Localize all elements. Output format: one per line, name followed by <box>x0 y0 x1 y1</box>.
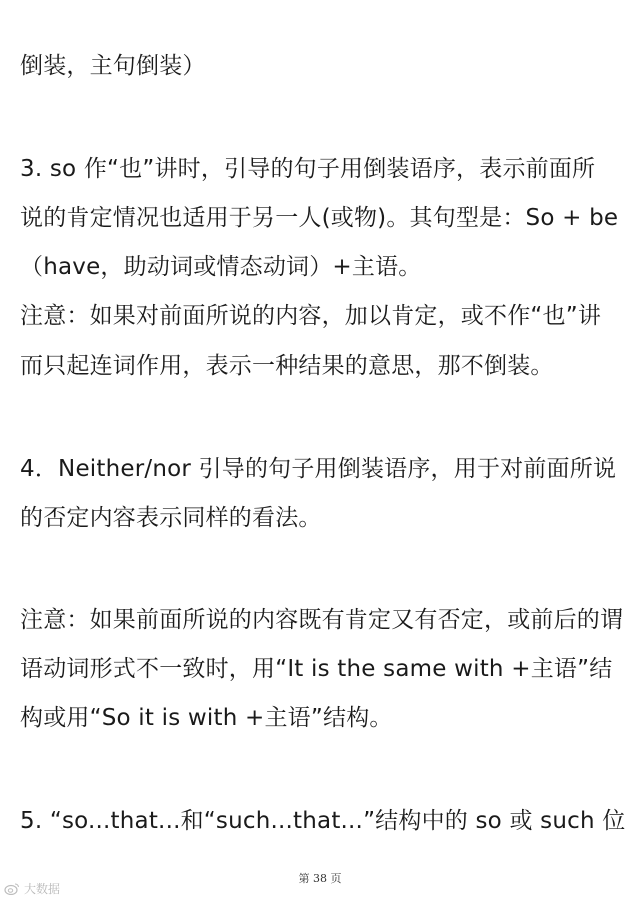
weibo-icon <box>4 882 20 895</box>
text-line: 注意：如果对前面所说的内容，加以肯定，或不作“也”讲 <box>20 303 602 329</box>
text-line: 4．Neither/nor 引导的句子用倒装语序，用于对前面所说 <box>20 456 617 482</box>
text-line: 3. so 作“也”讲时，引导的句子用倒装语序，表示前面所 <box>20 156 596 182</box>
text-line: 而只起连词作用，表示一种结果的意思，那不倒装。 <box>20 353 554 379</box>
text-line: （have，助动词或情态动词）+主语。 <box>20 254 422 280</box>
text-line: 构或用“So it is with +主语”结构。 <box>20 705 393 731</box>
watermark <box>4 880 60 897</box>
page-number: 第 38 页 <box>298 872 342 885</box>
text-line: 注意：如果前面所说的内容既有肯定又有否定，或前后的谓 <box>20 607 624 633</box>
text-line: 5. “so...that...和“such...that...”结构中的 so 或 such 位 <box>20 808 626 834</box>
text-line: 语动词形式不一致时，用“It is the same with +主语”结 <box>20 656 613 682</box>
watermark-text: 大数据 <box>24 882 61 896</box>
text-line: 的否定内容表示同样的看法。 <box>20 505 322 531</box>
text-line: 倒装，主句倒装） <box>20 53 206 79</box>
text-line: 说的肯定情况也适用于另一人(或物)。其句型是：So + be <box>20 205 619 231</box>
